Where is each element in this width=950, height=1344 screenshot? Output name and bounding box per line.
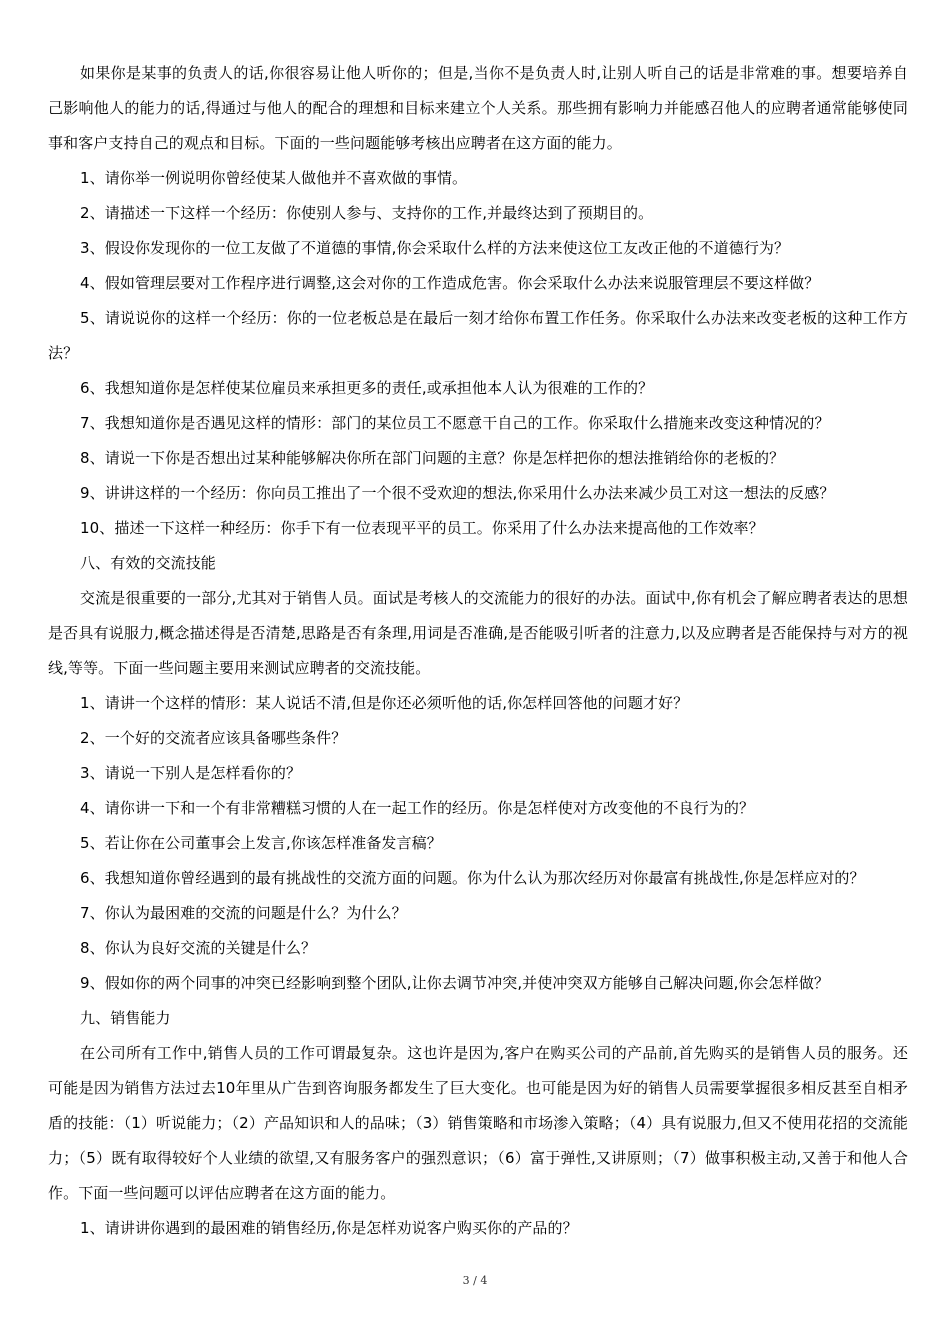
section-heading-sales: 九、销售能力 [80, 1009, 171, 1027]
question-item: 1、请讲一个这样的情形：某人说话不清,但是你还必须听他的话,你怎样回答他的问题才好？ [80, 694, 689, 712]
question-item: 8、请说一下你是否想出过某种能够解决你所在部门问题的主意？你是怎样把你的想法推销给你的老板的？ [80, 449, 785, 467]
question-item: 3、假设你发现你的一位工友做了不道德的事情,你会采取什么样的方法来使这位工友改正他的不道德行为？ [80, 239, 790, 257]
question-item: 1、请讲讲你遇到的最困难的销售经历,你是怎样劝说客户购买你的产品的？ [80, 1219, 578, 1237]
question-item: 4、请你讲一下和一个有非常糟糕习惯的人在一起工作的经历。你是怎样使对方改变他的不良行为的？ [80, 799, 755, 817]
question-item: 6、我想知道你是怎样使某位雇员来承担更多的责任,或承担他本人认为很难的工作的？ [80, 379, 654, 397]
question-item: 4、假如管理层要对工作程序进行调整,这会对你的工作造成危害。你会采取什么办法来说服管理层不要这样做？ [80, 274, 820, 292]
question-item: 10、描述一下这样一种经历：你手下有一位表现平平的员工。你采用了什么办法来提高他的工作效率？ [80, 519, 764, 537]
page-number: 3 / 4 [462, 1274, 488, 1287]
intro-paragraph-communication: 交流是很重要的一部分,尤其对于销售人员。面试是考核人的交流能力的很好的办法。面试中,你有机会了解应聘者表达的思想是否具有说服力,概念描述得是否清楚,思路是否有条理,用词是否准确,是否能吸引听者的注意力,以及应聘者是否能保持与对方的视线,等等。下面一些问题主要用来测试应聘者的交流技能。 [48, 589, 908, 677]
section-heading-communication: 八、有效的交流技能 [80, 554, 216, 572]
question-item: 5、若让你在公司董事会上发言,你该怎样准备发言稿？ [80, 834, 442, 852]
intro-paragraph-sales: 在公司所有工作中,销售人员的工作可谓最复杂。这也许是因为,客户在购买公司的产品前,首先购买的是销售人员的服务。还可能是因为销售方法过去10年里从广告到咨询服务都发生了巨大变化。也可能是因为好的销售人员需要掌握很多相反甚至自相矛盾的技能：（1）听说能力；（2）产品知识和人的品味；（3）销售策略和市场渗入策略；（4）具有说服力,但又不使用花招的交流能力；（5）既有取得较好个人业绩的欲望,又有服务客户的强烈意识；（6）富于弹性,又讲原则；（7）做事积极主动,又善于和他人合作。下面一些问题可以评估应聘者在这方面的能力。 [48, 1044, 908, 1202]
question-item: 7、我想知道你是否遇见这样的情形：部门的某位员工不愿意干自己的工作。你采取什么措施来改变这种情况的？ [80, 414, 830, 432]
question-item: 6、我想知道你曾经遇到的最有挑战性的交流方面的问题。你为什么认为那次经历对你最富有挑战性,你是怎样应对的？ [80, 869, 865, 887]
document-body [48, 56, 908, 1246]
question-item: 9、假如你的两个同事的冲突已经影响到整个团队,让你去调节冲突,并使冲突双方能够自己解决问题,你会怎样做？ [80, 974, 830, 992]
question-item: 5、请说说你的这样一个经历：你的一位老板总是在最后一刻才给你布置工作任务。你采取什么办法来改变老板的这种工作方法？ [48, 309, 908, 362]
intro-paragraph-influence: 如果你是某事的负责人的话,你很容易让他人听你的；但是,当你不是负责人时,让别人听自己的话是非常难的事。想要培养自己影响他人的能力的话,得通过与他人的配合的理想和目标来建立个人关系。那些拥有影响力并能感召他人的应聘者通常能够使同事和客户支持自己的观点和目标。下面的一些问题能够考核出应聘者在这方面的能力。 [48, 64, 908, 152]
question-item: 9、讲讲这样的一个经历：你向员工推出了一个很不受欢迎的想法,你采用什么办法来减少员工对这一想法的反感？ [80, 484, 835, 502]
question-item: 2、请描述一下这样一个经历：你使别人参与、支持你的工作,并最终达到了预期目的。 [80, 204, 654, 222]
question-item: 7、你认为最困难的交流的问题是什么？为什么？ [80, 904, 407, 922]
question-item: 2、一个好的交流者应该具备哪些条件？ [80, 729, 347, 747]
question-item: 8、你认为良好交流的关键是什么？ [80, 939, 317, 957]
question-item: 1、请你举一例说明你曾经使某人做他并不喜欢做的事情。 [80, 169, 468, 187]
question-item: 3、请说一下别人是怎样看你的？ [80, 764, 302, 782]
